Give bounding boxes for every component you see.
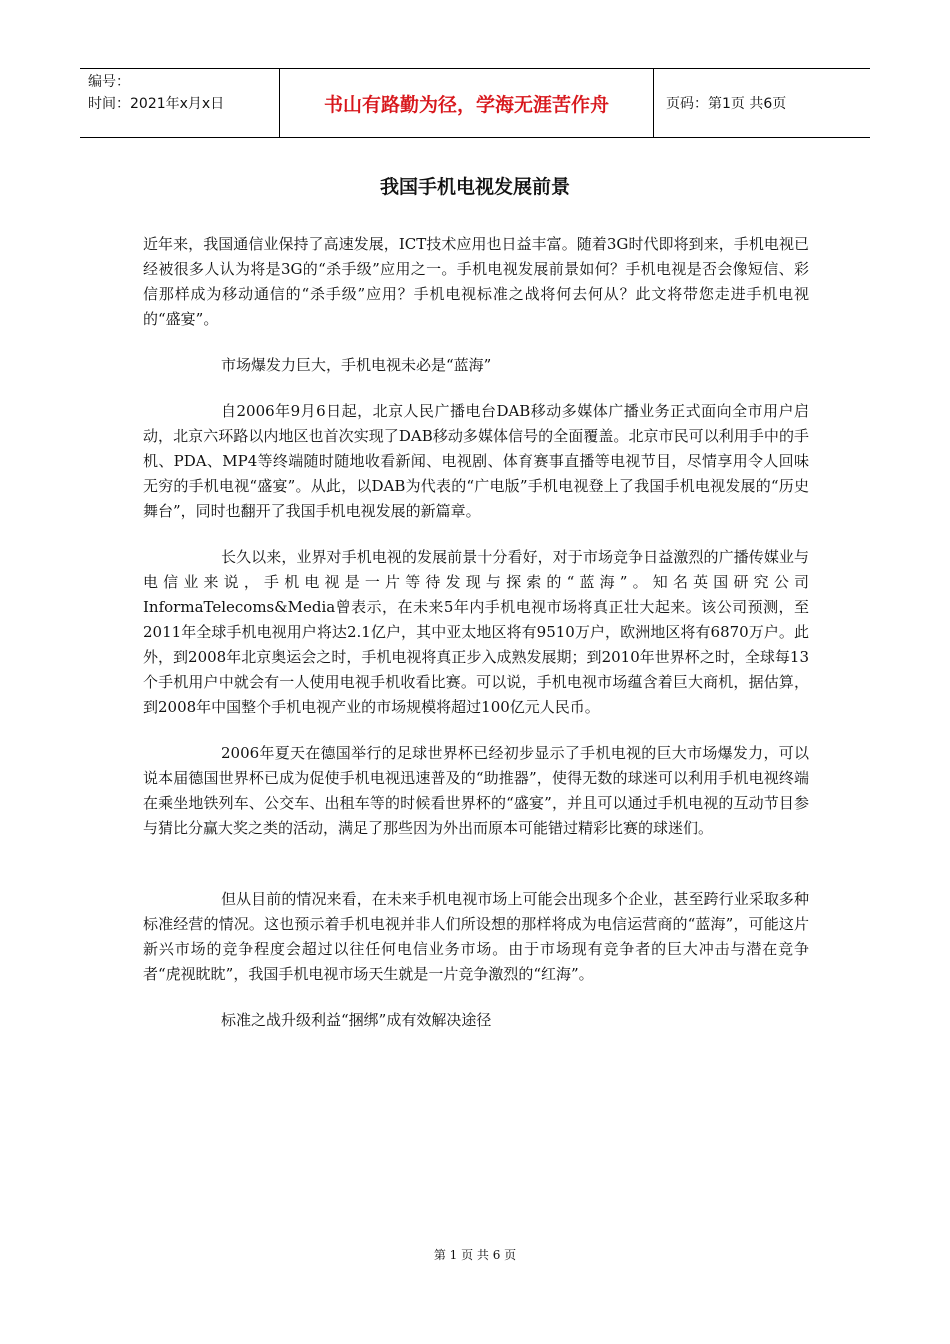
number-label: 编号： bbox=[88, 74, 130, 90]
document-body bbox=[143, 232, 809, 1033]
header-meta-cell bbox=[80, 69, 280, 137]
paragraph-competition: 但从目前的情况来看，在未来手机电视市场上可能会出现多个企业，甚至跨行业采取多种标准经营的情况。这也预示着手机电视并非人们所设想的那样将成为电信运营商的“蓝海”，可能这片新兴市场的竞争程度会超过以往任何电信业务市场。由于市场现有竞争者的巨大冲击与潜在竞争者“虎视眈眈”，我国手机电视市场天生就是一片竞争激烈的“红海”。 bbox=[143, 890, 809, 983]
page-header bbox=[80, 68, 870, 138]
motto-text: 书山有路勤为径，学海无涯苦作舟 bbox=[323, 93, 609, 116]
time-label: 时间：2021年x月x日 bbox=[88, 96, 225, 112]
header-motto-cell bbox=[280, 69, 654, 137]
section-heading-market: 市场爆发力巨大，手机电视未必是“蓝海” bbox=[221, 356, 492, 374]
section-heading-standards: 标准之战升级利益“捆绑”成有效解决途径 bbox=[221, 1011, 492, 1029]
page-info: 页码：第1页 共6页 bbox=[666, 96, 787, 112]
paragraph-dab: 自2006年9月6日起，北京人民广播电台DAB移动多媒体广播业务正式面向全市用户启动，北京六环路以内地区也首次实现了DAB移动多媒体信号的全面覆盖。北京市民可以利用手中的手机、PDA、MP4等终端随时随地收看新闻、电视剧、体育赛事直播等电视节目，尽情享用令人回味无穷的手机电视“盛宴”。从此，以DAB为代表的“广电版”手机电视登上了我国手机电视发展的“历史舞台”，同时也翻开了我国手机电视发展的新篇章。 bbox=[143, 402, 809, 520]
paragraph-intro: 近年来，我国通信业保持了高速发展，ICT技术应用也日益丰富。随着3G时代即将到来，手机电视已经被很多人认为将是3G的“杀手级”应用之一。手机电视发展前景如何？手机电视是否会像短信、彩信那样成为移动通信的“杀手级”应用？手机电视标准之战将何去何从？此文将带您走进手机电视的“盛宴”。 bbox=[143, 235, 809, 328]
paragraph-worldcup: 2006年夏天在德国举行的足球世界杯已经初步显示了手机电视的巨大市场爆发力，可以说本届德国世界杯已成为促使手机电视迅速普及的“助推器”，使得无数的球迷可以利用手机电视终端在乘坐地铁列车、公交车、出租车等的时候看世界杯的“盛宴”，并且可以通过手机电视的互动节目参与猜比分赢大奖之类的活动，满足了那些因为外出而原本可能错过精彩比赛的球迷们。 bbox=[143, 744, 809, 837]
header-page-cell bbox=[654, 69, 870, 137]
document-title: 我国手机电视发展前景 bbox=[379, 176, 570, 198]
page-footer: 第 1 页 共 6 页 bbox=[433, 1248, 517, 1262]
paragraph-prospects: 长久以来，业界对手机电视的发展前景十分看好，对于市场竞争日益激烈的广播传媒业与电信业来说，手机电视是一片等待发现与探索的“蓝海”。知名英国研究公司InformaTelecoms&Media曾表示，在未来5年内手机电视市场将真正壮大起来。该公司预测，至2011年全球手机电视用户将达2.1亿户，其中亚太地区将有9510万户，欧洲地区将有6870万户。此外，到2008年北京奥运会之时，手机电视将真正步入成熟发展期；到2010年世界杯之时，全球每13个手机用户中就会有一人使用电视手机收看比赛。可以说，手机电视市场蕴含着巨大商机，据估算，到2008年中国整个手机电视产业的市场规模将超过100亿元人民币。 bbox=[143, 548, 809, 716]
